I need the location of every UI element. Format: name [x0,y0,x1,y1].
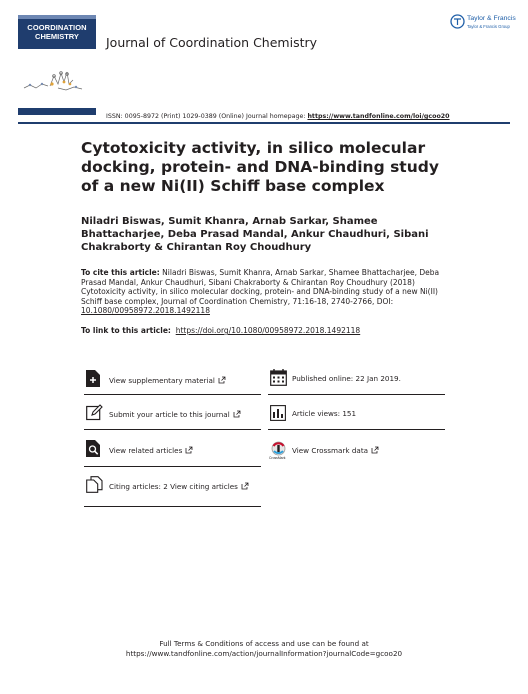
external-link-icon [218,376,226,384]
publisher-subtitle: Taylor & Francis Group [467,24,510,29]
citation-doi-link[interactable]: 10.1080/00958972.2018.1492118 [81,306,210,316]
divider [84,429,261,430]
citation-label: To cite this article: [81,268,160,277]
crossmark-badge-label: CrossMark [269,456,286,460]
supplementary-label: View supplementary material [109,376,226,385]
publisher-name: Taylor & Francis [467,15,516,22]
article-title: Cytotoxicity activity, in silico molecular docking, protein- and DNA-binding study of a new Ni(II) Schiff base complex [81,139,439,195]
issn-line [106,113,450,120]
divider [268,429,445,430]
external-link-icon [241,482,249,490]
journal-title[interactable]: Journal of Coordination Chemistry [106,35,318,50]
taylor-francis-logo-icon [450,14,465,29]
taylor-francis-logo[interactable] [450,14,516,36]
document-search-icon [86,440,102,457]
citing-label: Citing articles: 2 View citing articles [109,482,249,491]
external-link-icon [233,410,241,418]
related-label: View related articles [109,446,193,455]
header-divider [18,122,510,124]
published-online-info [270,369,450,389]
cover-title-line1: COORDINATION [27,23,87,32]
article-doi-link[interactable]: https://doi.org/10.1080/00958972.2018.1492118 [175,326,361,335]
issn-text: ISSN: 0095-8972 (Print) 1029-0389 (Online) Journal homepage: [106,113,308,120]
bar-chart-icon [270,405,286,421]
views-label: Article views: 151 [292,409,357,418]
article-views-info [270,405,450,425]
add-document-icon [86,370,100,387]
citing-documents-icon [86,476,103,493]
journal-homepage-link[interactable]: https://www.tandfonline.com/loi/gcoo20 [307,113,450,120]
edit-pencil-icon [86,404,103,421]
article-link-label: To link to this article: [81,326,171,335]
view-citing-articles[interactable] [86,476,261,496]
divider [84,466,261,467]
cover-footer-band [18,108,96,115]
article-link-line [81,326,360,335]
calendar-icon [270,369,287,386]
submit-label: Submit your article to this journal [109,410,241,419]
journal-cover-thumbnail [18,15,96,49]
divider [268,394,445,395]
cover-molecule-illustration [18,66,96,102]
citation-block [81,268,441,316]
crossmark-label: View Crossmark data [292,446,379,455]
cover-title-line2: CHEMISTRY [35,32,79,41]
divider [84,506,261,507]
view-supplementary-material[interactable] [86,370,261,390]
view-crossmark-data[interactable] [270,441,450,463]
citation-text: Niladri Biswas, Sumit Khanra, Arnab Sarkar, Shamee Bhattacharjee, Deba Prasad Mandal, Ankur Chaudhuri, Sibani Chakraborty & Chirantan Roy Choudhury (2018) Cytotoxicity activity, in silico molecular docking, protein- and DNA-binding study of a new Ni(II) Schiff base complex, Journal of Coordination Chemistry, 71:16-18, 2740-2766, DOI: [81,268,440,306]
external-link-icon [371,446,379,454]
view-related-articles[interactable] [86,440,261,460]
footer-terms-link[interactable]: https://www.tandfonline.com/action/journalInformation?journalCode=gcoo20 [125,649,403,658]
divider [84,394,261,395]
submit-article-link[interactable] [86,404,261,424]
external-link-icon [185,446,193,454]
footer-terms-text: Full Terms & Conditions of access and use can be found at [159,639,369,648]
published-label: Published online: 22 Jan 2019. [292,374,401,383]
article-authors: Niladri Biswas, Sumit Khanra, Arnab Sarkar, Shamee Bhattacharjee, Deba Prasad Mandal, Ankur Chaudhuri, Sibani Chakraborty & Chirantan Roy Choudhury [81,216,429,253]
